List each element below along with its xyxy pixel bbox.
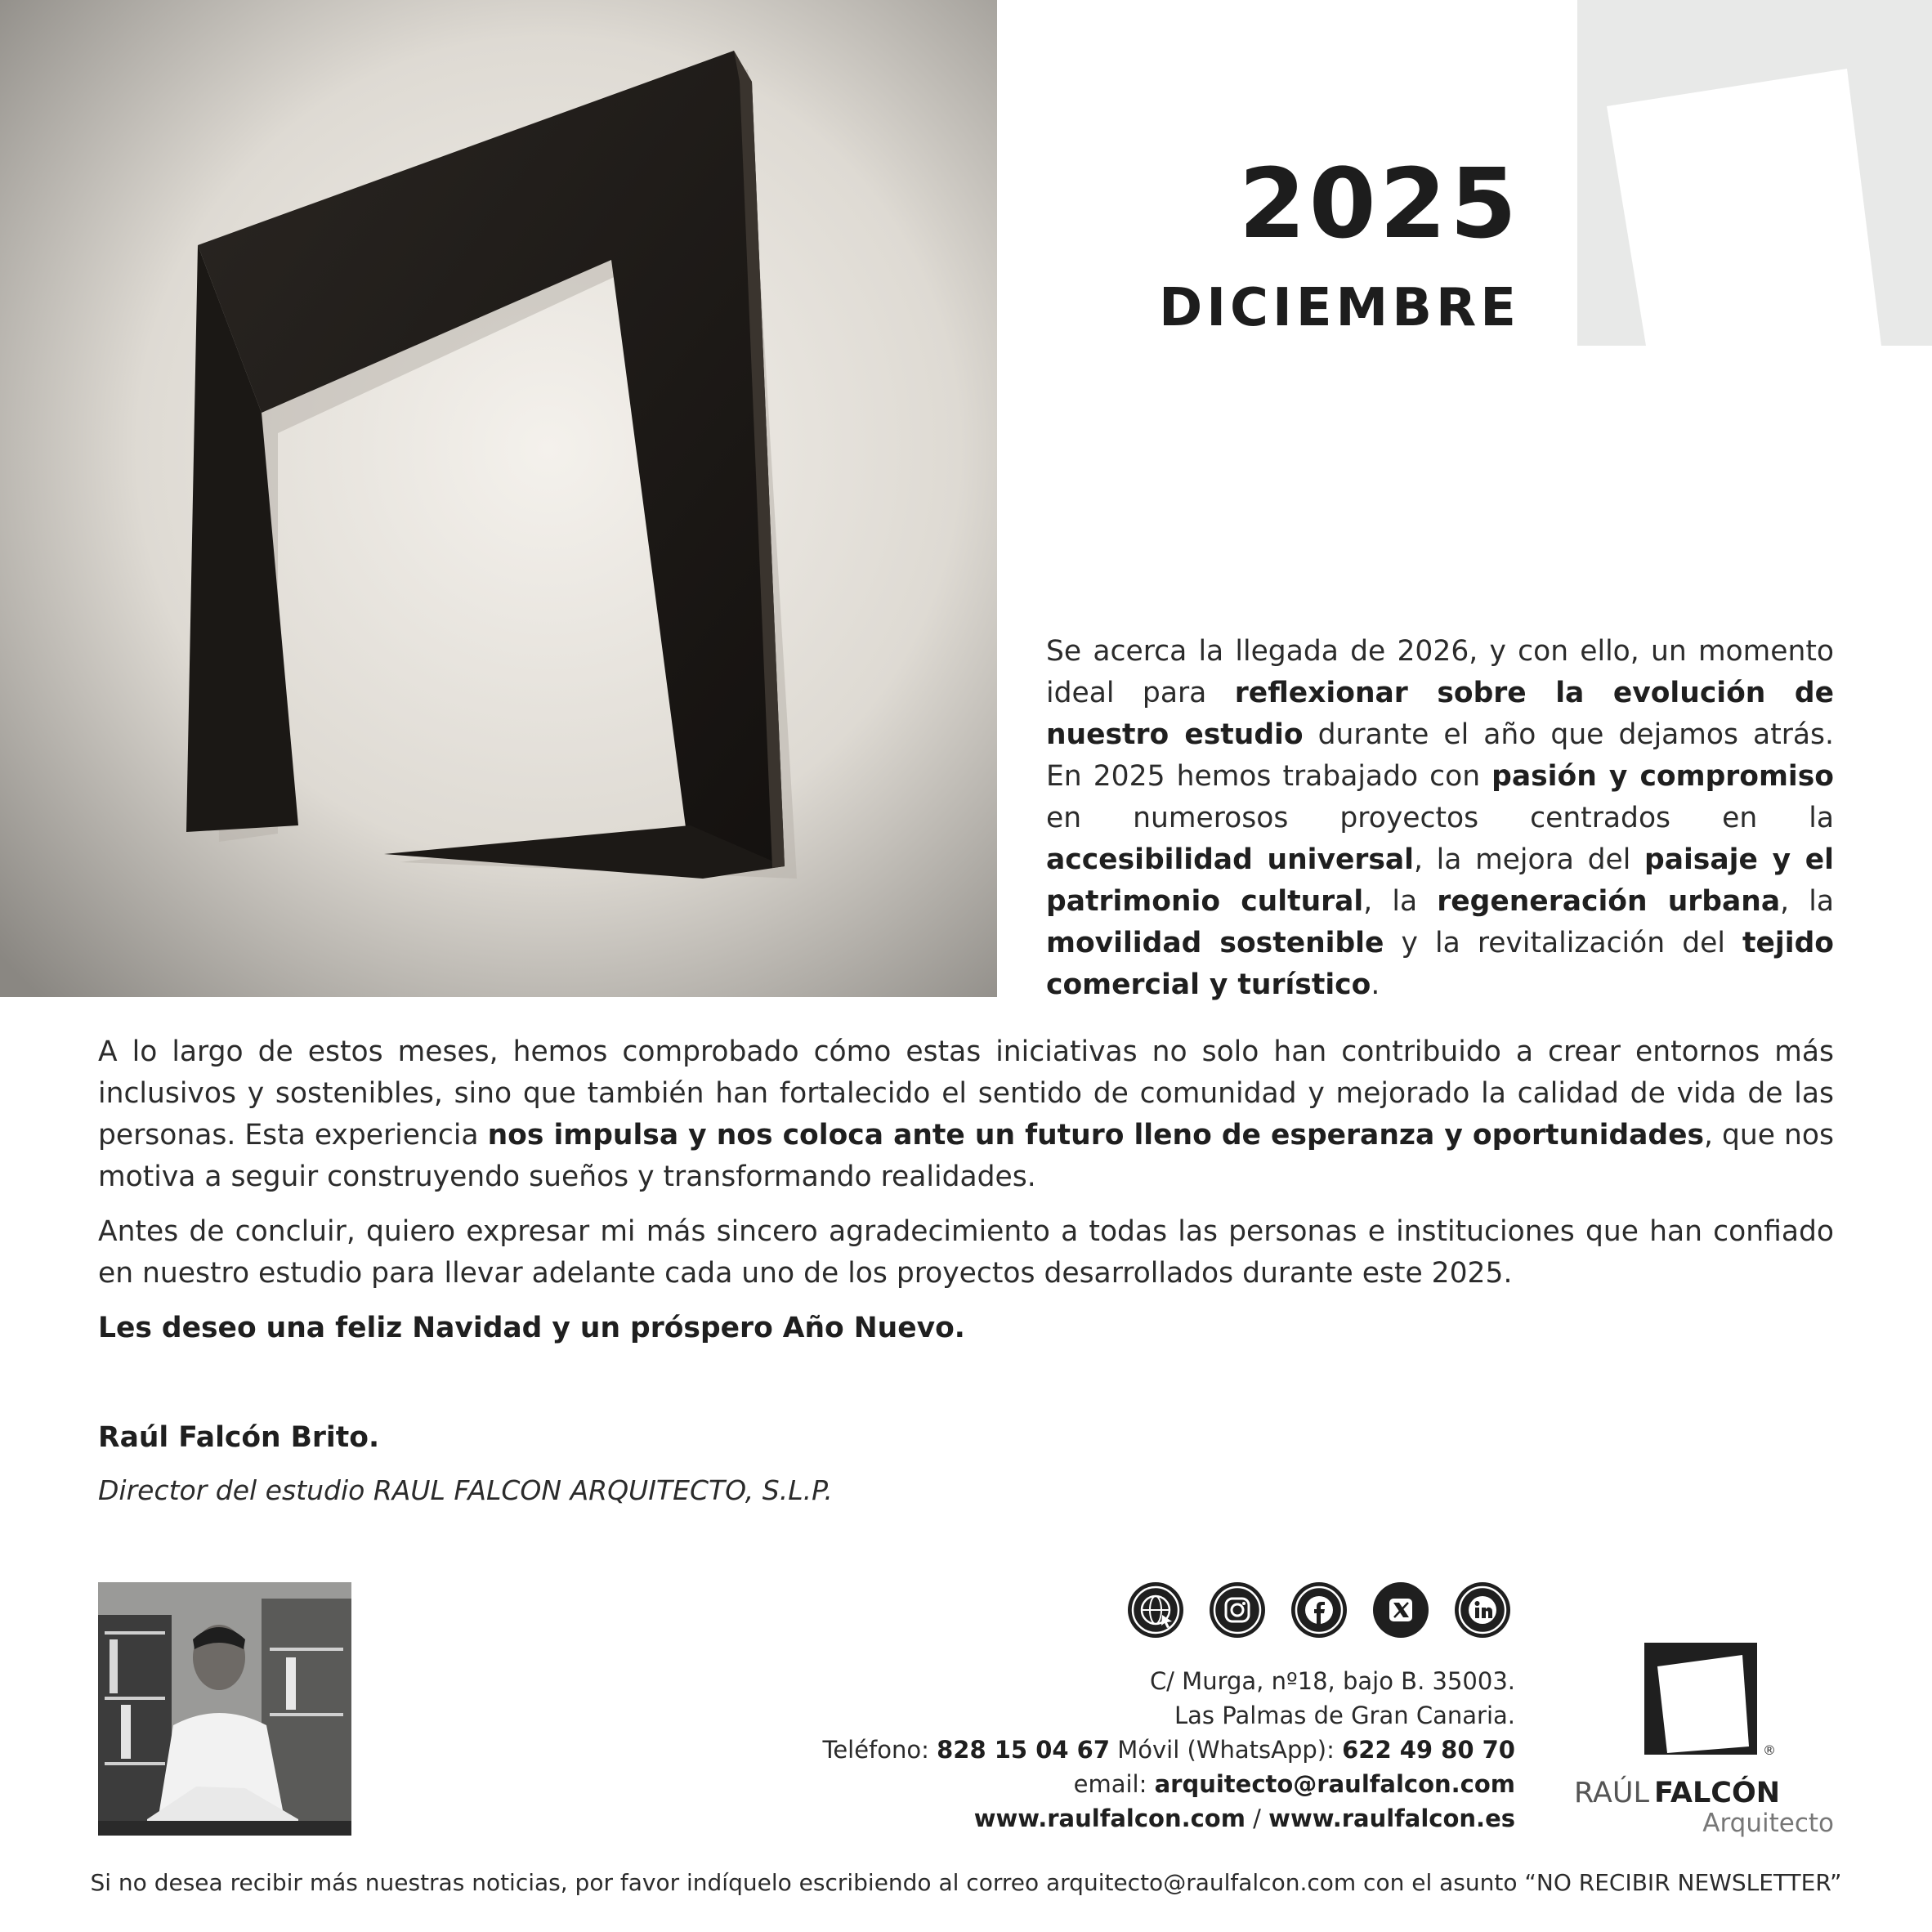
logo-subtitle: Arquitecto [1702,1809,1834,1838]
corner-square-graphic [1577,0,1932,346]
portrait-photo [98,1582,351,1836]
web-line: www.raulfalcon.com / www.raulfalcon.es [973,1805,1515,1832]
body-paragraph-2: A lo largo de estos meses, hemos comprobado cómo estas iniciativas no solo han contribuido a crear entornos más inclusivos y sostenibles, sino que también han fortalecido el sentido de comunidad y mejorado la calidad de vida de las personas. Esta experiencia nos impulsa y nos coloca ante un futuro lleno de esperanza y oportunidades, que nos motiva a seguir construyendo sueños y transformando realidades. [98,1035,1834,1193]
unsubscribe-note: Si no desea recibir más nuestras noticias, por favor indíquelo escribiendo al correo arquitecto@raulfalcon.com con el asunto “NO RECIBIR NEWSLETTER” [90,1869,1842,1896]
registered-mark: ® [1763,1742,1776,1758]
body-paragraph-3: Antes de concluir, quiero expresar mi más sincero agradecimiento a todas las personas e instituciones que han confiado en nuestro estudio para llevar adelante cada uno de los proyectos desarrollados durante este 2025. [98,1215,1834,1290]
holiday-wish: Les deseo una feliz Navidad y un próspero Año Nuevo. [98,1312,965,1344]
email-line: email: arquitecto@raulfalcon.com [1073,1770,1515,1798]
logo-first-name: RAÚL [1574,1777,1649,1809]
signer-role: Director del estudio RAUL FALCON ARQUITECTO, S.L.P. [98,1474,833,1506]
x-icon[interactable] [1371,1581,1430,1639]
facebook-icon[interactable] [1290,1581,1348,1639]
linkedin-icon[interactable] [1453,1581,1512,1639]
email-link[interactable]: arquitecto@raulfalcon.com [1154,1770,1515,1798]
mobile-number[interactable]: 622 49 80 70 [1342,1736,1515,1764]
sculpture-photo [0,0,997,997]
contact-block [817,1664,1515,1836]
phone-line: Teléfono: 828 15 04 67 Móvil (WhatsApp): 622 49 80 70 [822,1736,1515,1764]
social-links [1126,1581,1518,1641]
company-logo [1569,1639,1839,1843]
web-link-com[interactable]: www.raulfalcon.com [973,1805,1246,1832]
address-line-2: Las Palmas de Gran Canaria. [1174,1702,1515,1729]
year-heading: 2025 [1238,147,1520,260]
intro-paragraph: Se acerca la llegada de 2026, y con ello, un momento ideal para reflexionar sobre la evolución de nuestro estudio durante el año que dejamos atrás. En 2025 hemos trabajado con pasión y compromiso en numerosos proyectos centrados en la accesibilidad universal, la mejora del paisaje y el patrimonio cultural, la regeneración urbana, la movilidad sostenible y la revitalización del tejido comercial y turístico. [1046,635,1835,1001]
month-heading: DICIEMBRE [1159,278,1520,338]
web-link-es[interactable]: www.raulfalcon.es [1268,1805,1515,1832]
instagram-icon[interactable] [1208,1581,1267,1639]
phone-number[interactable]: 828 15 04 67 [937,1736,1111,1764]
web-icon[interactable] [1126,1581,1185,1639]
address-line-1: C/ Murga, nº18, bajo B. 35003. [1149,1667,1515,1695]
logo-last-name: FALCÓN [1654,1777,1781,1809]
signer-name: Raúl Falcón Brito. [98,1421,380,1454]
